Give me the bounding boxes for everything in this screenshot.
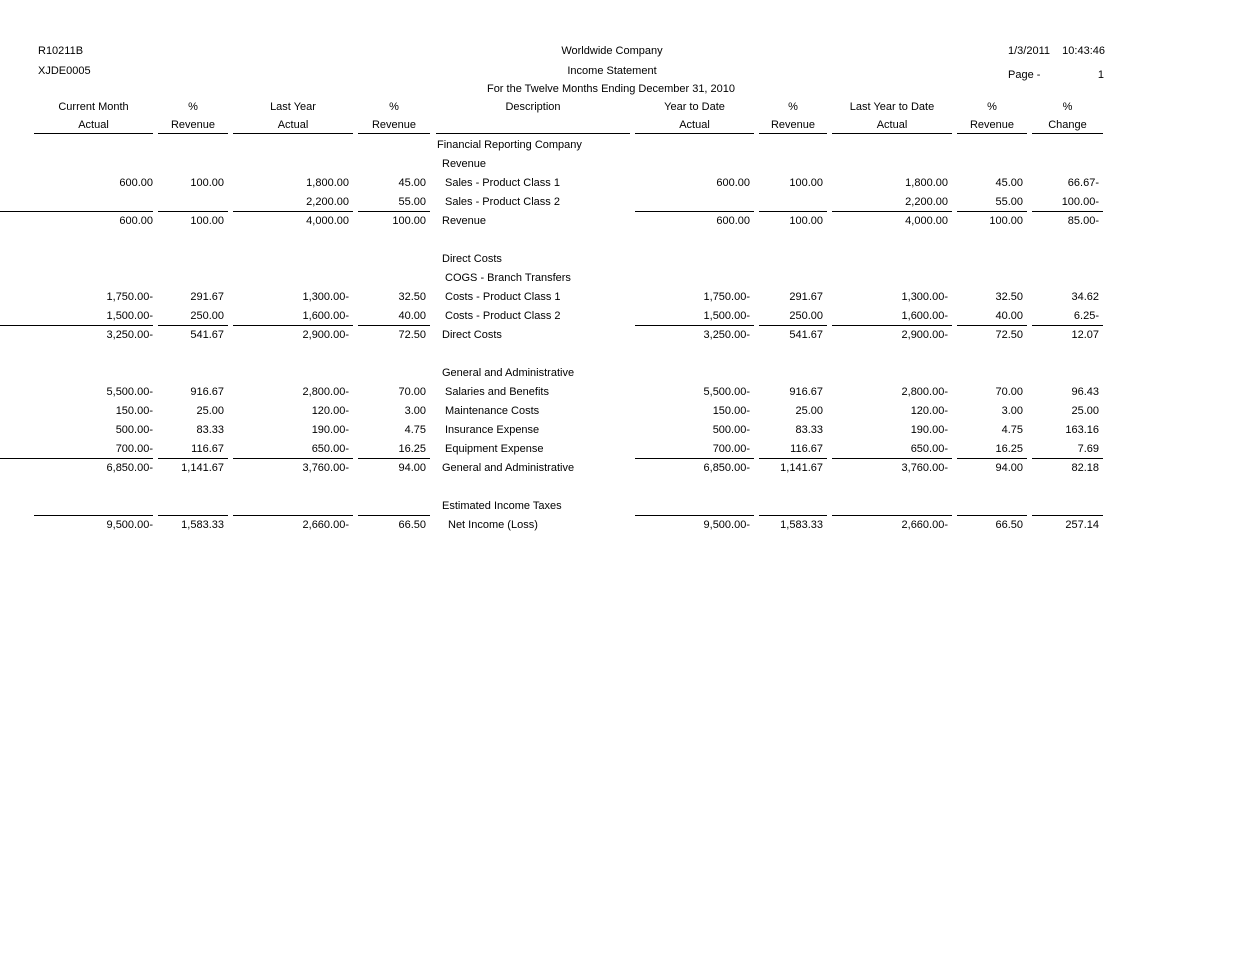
col-header-ly-percent: % xyxy=(389,101,399,113)
subtotal-rule xyxy=(34,515,153,516)
cell-lytdp: 16.25 xyxy=(995,443,1023,455)
cell-ytd: 700.00- xyxy=(712,443,750,455)
cell-cmp: 83.33 xyxy=(196,424,224,436)
cell-lytd: 190.00- xyxy=(910,424,948,436)
subtotal-rule xyxy=(358,515,430,516)
report-time: 10:43:46 xyxy=(1062,45,1105,57)
total-label: Net Income (Loss) xyxy=(448,519,538,531)
cell-chg: 66.67- xyxy=(1067,177,1099,189)
cell-cmp: 541.67 xyxy=(190,329,224,341)
cell-lyp: 32.50 xyxy=(398,291,426,303)
total-label: General and Administrative xyxy=(442,462,575,474)
cell-lyp: 66.50 xyxy=(398,519,426,531)
header-rule xyxy=(1032,133,1103,134)
subtotal-rule xyxy=(759,325,827,326)
report-period: For the Twelve Months Ending December 31, 2010 xyxy=(486,83,736,95)
cell-ytd: 600.00 xyxy=(716,177,750,189)
subtotal-rule xyxy=(635,515,754,516)
cell-cmp: 916.67 xyxy=(190,386,224,398)
cell-ytd: 1,500.00- xyxy=(703,310,750,322)
subtotal-rule xyxy=(0,325,153,326)
cell-lytdp: 100.00 xyxy=(989,215,1023,227)
col-header-change-sub: Change xyxy=(1048,119,1087,131)
col-header-ytd: Year to Date xyxy=(664,101,725,113)
cell-ly: 120.00- xyxy=(311,405,349,417)
cell-cmp: 291.67 xyxy=(190,291,224,303)
header-rule xyxy=(34,133,153,134)
cell-lyp: 72.50 xyxy=(398,329,426,341)
cell-lyp: 100.00 xyxy=(392,215,426,227)
cell-cm: 500.00- xyxy=(115,424,153,436)
subtotal-rule xyxy=(832,325,952,326)
cell-cm: 600.00 xyxy=(119,215,153,227)
col-header-description: Description xyxy=(505,101,561,113)
cell-cmp: 100.00 xyxy=(190,177,224,189)
cell-ytd: 5,500.00- xyxy=(703,386,750,398)
cell-cm: 700.00- xyxy=(115,443,153,455)
subtotal-rule xyxy=(759,211,827,212)
cell-ly: 2,200.00 xyxy=(306,196,349,208)
page-label: Page - xyxy=(1008,69,1041,81)
cell-ytdp: 100.00 xyxy=(789,215,823,227)
cell-ly: 190.00- xyxy=(311,424,349,436)
cell-cm: 600.00 xyxy=(119,177,153,189)
cell-chg: 34.62 xyxy=(1071,291,1099,303)
cell-cm: 1,500.00- xyxy=(106,310,153,322)
header-rule xyxy=(436,133,630,134)
cell-lytd: 120.00- xyxy=(910,405,948,417)
subtotal-rule xyxy=(158,458,228,459)
cell-ytd: 3,250.00- xyxy=(703,329,750,341)
line-item-label: Costs - Product Class 1 xyxy=(445,291,561,303)
cell-lytd: 1,300.00- xyxy=(901,291,948,303)
line-item-label: Insurance Expense xyxy=(445,424,540,436)
section-heading: COGS - Branch Transfers xyxy=(445,272,571,284)
subtotal-rule xyxy=(158,211,228,212)
cell-cmp: 116.67 xyxy=(191,443,224,455)
subtotal-rule xyxy=(635,458,754,459)
cell-lyp: 94.00 xyxy=(398,462,426,474)
total-label: Revenue xyxy=(442,215,487,227)
col-header-ly-percent-sub: Revenue xyxy=(371,119,417,131)
report-title: Income Statement xyxy=(567,65,657,77)
header-rule xyxy=(957,133,1027,134)
col-header-ytd-percent: % xyxy=(788,101,798,113)
cell-ytdp: 291.67 xyxy=(789,291,823,303)
subtotal-rule xyxy=(158,515,228,516)
cell-ly: 2,660.00- xyxy=(302,519,349,531)
cell-lytdp: 55.00 xyxy=(995,196,1023,208)
subtotal-rule xyxy=(0,211,153,212)
cell-ly: 1,600.00- xyxy=(302,310,349,322)
col-header-current-month: Current Month xyxy=(58,101,129,113)
cell-lytdp: 40.00 xyxy=(995,310,1023,322)
header-rule xyxy=(358,133,430,134)
report-environment: XJDE0005 xyxy=(38,65,91,77)
col-header-last-year: Last Year xyxy=(270,101,316,113)
cell-cm: 1,750.00- xyxy=(106,291,153,303)
cell-ly: 2,800.00- xyxy=(302,386,349,398)
line-item-label: Costs - Product Class 2 xyxy=(445,310,561,322)
subtotal-rule xyxy=(233,211,353,212)
subtotal-rule xyxy=(759,458,827,459)
cell-lytd: 650.00- xyxy=(910,443,948,455)
report-date: 1/3/2011 xyxy=(1007,45,1050,57)
cell-ytdp: 250.00 xyxy=(789,310,823,322)
cell-cmp: 25.00 xyxy=(196,405,224,417)
subtotal-rule xyxy=(635,211,754,212)
cell-cmp: 1,141.67 xyxy=(181,462,224,474)
col-header-cm-percent: % xyxy=(188,101,198,113)
cell-lytdp: 70.00 xyxy=(995,386,1023,398)
cell-cm: 9,500.00- xyxy=(106,519,153,531)
line-item-label: Maintenance Costs xyxy=(445,405,540,417)
cell-cmp: 250.00 xyxy=(190,310,224,322)
cell-ytd: 6,850.00- xyxy=(703,462,750,474)
cell-lytd: 1,800.00 xyxy=(905,177,948,189)
line-item-label: Salaries and Benefits xyxy=(445,386,549,398)
cell-cm: 3,250.00- xyxy=(106,329,153,341)
subtotal-rule xyxy=(233,515,353,516)
subtotal-rule xyxy=(957,325,1027,326)
col-header-cm-percent-sub: Revenue xyxy=(170,119,216,131)
cell-chg: 82.18 xyxy=(1071,462,1099,474)
cell-chg: 7.69 xyxy=(1077,443,1099,455)
col-header-lytd-percent: % xyxy=(987,101,997,113)
subtotal-rule xyxy=(358,211,430,212)
col-header-lytd-sub: Actual xyxy=(876,119,908,131)
cell-ytdp: 116.67 xyxy=(790,443,823,455)
subtotal-rule xyxy=(358,458,430,459)
cell-lytd: 3,760.00- xyxy=(901,462,948,474)
col-header-last-year-sub: Actual xyxy=(277,119,309,131)
cell-ytdp: 541.67 xyxy=(789,329,823,341)
section-heading: Estimated Income Taxes xyxy=(442,500,562,512)
subtotal-rule xyxy=(832,211,952,212)
subtotal-rule xyxy=(759,515,827,516)
cell-cm: 6,850.00- xyxy=(106,462,153,474)
col-header-lytd-percent-sub: Revenue xyxy=(969,119,1015,131)
header-rule xyxy=(158,133,228,134)
cell-ly: 4,000.00 xyxy=(306,215,349,227)
cell-chg: 12.07 xyxy=(1071,329,1099,341)
cell-ly: 2,900.00- xyxy=(302,329,349,341)
subtotal-rule xyxy=(957,458,1027,459)
cell-chg: 163.16 xyxy=(1065,424,1099,436)
subtotal-rule xyxy=(635,325,754,326)
subtotal-rule xyxy=(233,458,353,459)
cell-cmp: 100.00 xyxy=(190,215,224,227)
cell-ytd: 600.00 xyxy=(716,215,750,227)
cell-lytdp: 72.50 xyxy=(995,329,1023,341)
header-rule xyxy=(233,133,353,134)
header-rule xyxy=(635,133,754,134)
cell-lytdp: 45.00 xyxy=(995,177,1023,189)
cell-lyp: 45.00 xyxy=(398,177,426,189)
col-header-ytd-percent-sub: Revenue xyxy=(770,119,816,131)
col-header-ytd-sub: Actual xyxy=(679,119,710,131)
cell-chg: 257.14 xyxy=(1065,519,1099,531)
section-heading: General and Administrative xyxy=(442,367,575,379)
subtotal-rule xyxy=(1032,515,1103,516)
header-rule xyxy=(832,133,952,134)
cell-ytd: 1,750.00- xyxy=(703,291,750,303)
subtotal-rule xyxy=(1032,458,1103,459)
cell-ytd: 150.00- xyxy=(712,405,750,417)
cell-lytd: 2,900.00- xyxy=(901,329,948,341)
subtotal-rule xyxy=(1032,325,1103,326)
col-header-change: % xyxy=(1062,101,1073,113)
cell-lytd: 2,200.00 xyxy=(905,196,948,208)
cell-lytdp: 94.00 xyxy=(995,462,1023,474)
cell-lytd: 1,600.00- xyxy=(901,310,948,322)
cell-ytd: 500.00- xyxy=(712,424,750,436)
cell-cm: 150.00- xyxy=(115,405,153,417)
cell-lyp: 4.75 xyxy=(404,424,426,436)
subtotal-rule xyxy=(158,325,228,326)
section-heading: Financial Reporting Company xyxy=(437,139,582,151)
subtotal-rule xyxy=(832,515,952,516)
cell-lyp: 55.00 xyxy=(398,196,426,208)
subtotal-rule xyxy=(358,325,430,326)
cell-cm: 5,500.00- xyxy=(106,386,153,398)
section-heading: Direct Costs xyxy=(442,253,502,265)
cell-lyp: 3.00 xyxy=(404,405,426,417)
cell-lytdp: 32.50 xyxy=(995,291,1023,303)
subtotal-rule xyxy=(832,458,952,459)
cell-ytdp: 100.00 xyxy=(789,177,823,189)
subtotal-rule xyxy=(233,325,353,326)
cell-ly: 3,760.00- xyxy=(302,462,349,474)
cell-lytdp: 66.50 xyxy=(995,519,1023,531)
cell-ly: 1,800.00 xyxy=(306,177,349,189)
cell-ytdp: 916.67 xyxy=(789,386,823,398)
cell-ytdp: 83.33 xyxy=(795,424,823,436)
cell-lyp: 40.00 xyxy=(398,310,426,322)
header-rule xyxy=(759,133,827,134)
cell-ytd: 9,500.00- xyxy=(703,519,750,531)
cell-ly: 1,300.00- xyxy=(302,291,349,303)
col-header-lytd: Last Year to Date xyxy=(849,101,935,113)
cell-lytd: 4,000.00 xyxy=(905,215,948,227)
section-heading: Revenue xyxy=(442,158,487,170)
subtotal-rule xyxy=(957,211,1027,212)
report-id: R10211B xyxy=(38,45,84,57)
line-item-label: Equipment Expense xyxy=(445,443,544,455)
cell-chg: 96.43 xyxy=(1071,386,1099,398)
total-label: Direct Costs xyxy=(442,329,502,341)
cell-lyp: 16.25 xyxy=(398,443,426,455)
cell-lytd: 2,800.00- xyxy=(901,386,948,398)
cell-lytdp: 3.00 xyxy=(1001,405,1023,417)
cell-cmp: 1,583.33 xyxy=(181,519,224,531)
cell-ytdp: 1,583.33 xyxy=(780,519,823,531)
subtotal-rule xyxy=(1032,211,1103,212)
cell-lytdp: 4.75 xyxy=(1001,424,1023,436)
cell-ytdp: 25.00 xyxy=(795,405,823,417)
col-header-current-month-sub: Actual xyxy=(78,119,109,131)
line-item-label: Sales - Product Class 1 xyxy=(445,177,560,189)
cell-lyp: 70.00 xyxy=(398,386,426,398)
cell-chg: 85.00- xyxy=(1067,215,1099,227)
cell-ly: 650.00- xyxy=(311,443,349,455)
cell-chg: 100.00- xyxy=(1061,196,1099,208)
cell-ytdp: 1,141.67 xyxy=(780,462,823,474)
subtotal-rule xyxy=(957,515,1027,516)
cell-lytd: 2,660.00- xyxy=(901,519,948,531)
subtotal-rule xyxy=(0,458,153,459)
company-name: Worldwide Company xyxy=(561,45,663,57)
cell-chg: 25.00 xyxy=(1071,405,1099,417)
cell-chg: 6.25- xyxy=(1073,310,1099,322)
page-number: 1 xyxy=(1097,69,1104,81)
line-item-label: Sales - Product Class 2 xyxy=(445,196,560,208)
